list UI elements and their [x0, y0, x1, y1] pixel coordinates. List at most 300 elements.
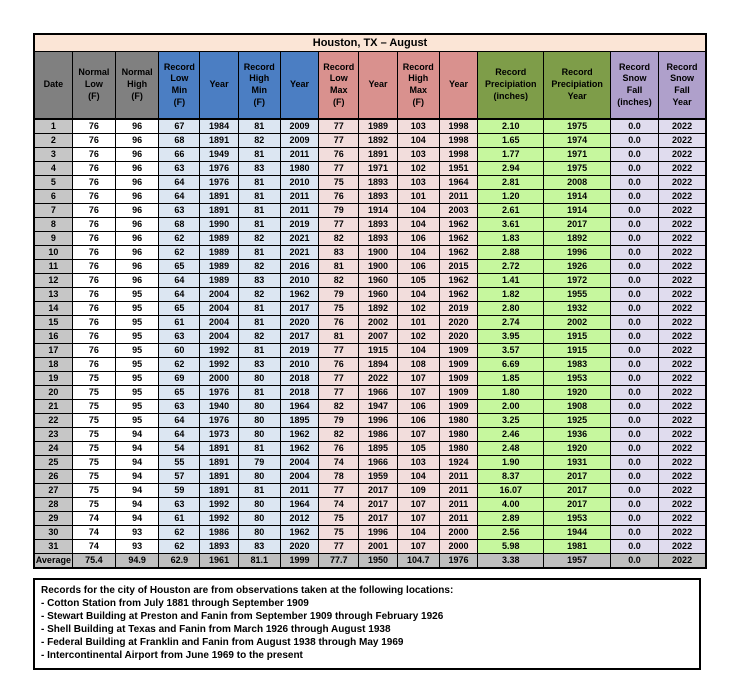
table-cell: 1976	[200, 386, 238, 400]
table-row	[34, 512, 706, 526]
table-cell: 1914	[544, 190, 610, 204]
table-cell: 79	[319, 414, 359, 428]
table-cell: 1962	[439, 246, 477, 260]
table-row	[34, 344, 706, 358]
table-cell: 0.0	[610, 134, 658, 148]
table-cell: 75	[72, 470, 115, 484]
table-cell: 2000	[200, 372, 238, 386]
table-cell: 16	[34, 330, 72, 344]
table-cell: 2022	[659, 232, 706, 246]
table-cell: 2.46	[478, 428, 544, 442]
table-cell: 107	[397, 372, 439, 386]
table-cell: 1989	[200, 246, 238, 260]
table-cell: 0.0	[610, 456, 658, 470]
table-cell: 83	[238, 274, 280, 288]
table-row	[34, 498, 706, 512]
table-cell: 2022	[659, 316, 706, 330]
table-cell: 67	[159, 119, 200, 134]
table-cell: 1972	[544, 274, 610, 288]
table-cell: 2022	[659, 372, 706, 386]
table-cell: 1909	[439, 344, 477, 358]
table-cell: 82	[319, 274, 359, 288]
table-cell: 2022	[659, 119, 706, 134]
table-cell: 0.0	[610, 540, 658, 554]
table-cell: 2022	[359, 372, 397, 386]
table-cell: 23	[34, 428, 72, 442]
table-row	[34, 232, 706, 246]
table-row	[34, 540, 706, 554]
table-cell: 1894	[359, 358, 397, 372]
column-header: Date	[34, 52, 72, 120]
table-cell: 1975	[544, 162, 610, 176]
table-cell: 0.0	[610, 302, 658, 316]
table-cell: 81	[238, 442, 280, 456]
column-header: Record Precipiation Year	[544, 52, 610, 120]
table-cell: 12	[34, 274, 72, 288]
table-cell: 65	[159, 386, 200, 400]
table-cell: 18	[34, 358, 72, 372]
table-cell: 3.95	[478, 330, 544, 344]
table-cell: 2004	[200, 302, 238, 316]
table-cell: 64	[159, 414, 200, 428]
table-cell: 65	[159, 260, 200, 274]
table-cell: 80	[238, 512, 280, 526]
table-cell: 76	[72, 316, 115, 330]
table-cell: 2022	[659, 498, 706, 512]
table-cell: 102	[397, 162, 439, 176]
table-cell: 103	[397, 456, 439, 470]
table-cell: 108	[397, 358, 439, 372]
table-cell: 1976	[200, 414, 238, 428]
table-cell: 1950	[359, 554, 397, 569]
table-cell: 94	[115, 512, 158, 526]
table-cell: 1892	[359, 134, 397, 148]
table-cell: 2009	[280, 119, 318, 134]
table-cell: 2019	[280, 344, 318, 358]
table-cell: 0.0	[610, 484, 658, 498]
table-cell: 63	[159, 330, 200, 344]
table-cell: 76	[72, 330, 115, 344]
table-cell: 0.0	[610, 232, 658, 246]
table-cell: 94.9	[115, 554, 158, 569]
table-cell: 76	[72, 232, 115, 246]
table-cell: 76	[72, 344, 115, 358]
column-header: Year	[200, 52, 238, 120]
table-cell: 1931	[544, 456, 610, 470]
table-cell: 94	[115, 428, 158, 442]
table-cell: 1951	[439, 162, 477, 176]
table-cell: 1.90	[478, 456, 544, 470]
table-row	[34, 484, 706, 498]
table-cell: 1891	[200, 204, 238, 218]
table-cell: 1996	[359, 526, 397, 540]
table-cell: 1.77	[478, 148, 544, 162]
table-cell: 0.0	[610, 414, 658, 428]
table-cell: 75	[72, 414, 115, 428]
table-cell: 76	[319, 316, 359, 330]
table-cell: 103	[397, 176, 439, 190]
notes-list	[41, 597, 693, 662]
header-row	[34, 52, 706, 120]
table-cell: 81	[238, 204, 280, 218]
table-cell: 2.72	[478, 260, 544, 274]
table-cell: 82	[238, 288, 280, 302]
table-cell: 75	[72, 386, 115, 400]
table-cell: 2008	[544, 176, 610, 190]
table-cell: 11	[34, 260, 72, 274]
table-cell: 1975	[544, 119, 610, 134]
table-cell: 1998	[439, 134, 477, 148]
table-cell: 0.0	[610, 372, 658, 386]
table-cell: 1989	[200, 274, 238, 288]
table-row	[34, 218, 706, 232]
table-cell: 0.0	[610, 554, 658, 569]
table-cell: 1974	[544, 134, 610, 148]
table-cell: 94	[115, 442, 158, 456]
table-cell: 2022	[659, 260, 706, 274]
table-cell: 3	[34, 148, 72, 162]
table-cell: 2.48	[478, 442, 544, 456]
table-cell: 0.0	[610, 162, 658, 176]
table-cell: 2022	[659, 554, 706, 569]
table-cell: 2.61	[478, 204, 544, 218]
table-cell: 62	[159, 540, 200, 554]
table-cell: 96	[115, 190, 158, 204]
table-cell: 8.37	[478, 470, 544, 484]
table-cell: 1891	[200, 456, 238, 470]
table-cell: 2002	[359, 316, 397, 330]
table-cell: 1909	[439, 372, 477, 386]
table-cell: 104	[397, 344, 439, 358]
table-cell: 76	[319, 358, 359, 372]
note-line: - Cotton Station from July 1881 through September 1909	[41, 598, 309, 609]
table-cell: 2007	[359, 330, 397, 344]
table-cell: 104	[397, 288, 439, 302]
table-cell: 3.25	[478, 414, 544, 428]
table-cell: 95	[115, 302, 158, 316]
table-cell: 75	[72, 442, 115, 456]
table-cell: 30	[34, 526, 72, 540]
table-cell: 103	[397, 119, 439, 134]
table-cell: 0.0	[610, 498, 658, 512]
table-cell: 75	[72, 456, 115, 470]
column-header: Record Low Max (F)	[319, 52, 359, 120]
table-cell: 62	[159, 246, 200, 260]
table-cell: 54	[159, 442, 200, 456]
table-cell: 1976	[439, 554, 477, 569]
table-cell: 69	[159, 372, 200, 386]
table-cell: 2003	[439, 204, 477, 218]
table-cell: 101	[397, 190, 439, 204]
table-title: Houston, TX – August	[34, 34, 706, 52]
table-cell: 2022	[659, 456, 706, 470]
table-row	[34, 330, 706, 344]
table-cell: 78	[319, 470, 359, 484]
table-cell: 62	[159, 358, 200, 372]
table-cell: 96	[115, 162, 158, 176]
table-cell: 75	[319, 526, 359, 540]
table-row	[34, 526, 706, 540]
table-cell: 4.00	[478, 498, 544, 512]
table-cell: 64	[159, 176, 200, 190]
table-cell: 75.4	[72, 554, 115, 569]
table-cell: 1915	[544, 330, 610, 344]
table-cell: 94	[115, 484, 158, 498]
table-cell: 1900	[359, 260, 397, 274]
table-cell: 75	[319, 302, 359, 316]
table-cell: 2.88	[478, 246, 544, 260]
table-row	[34, 400, 706, 414]
table-cell: 2.10	[478, 119, 544, 134]
table-cell: 2022	[659, 526, 706, 540]
table-cell: 1.20	[478, 190, 544, 204]
table-cell: 1944	[544, 526, 610, 540]
table-cell: 76	[319, 148, 359, 162]
table-cell: 76	[72, 204, 115, 218]
table-cell: 83	[238, 540, 280, 554]
column-header: Year	[439, 52, 477, 120]
table-cell: 109	[397, 484, 439, 498]
table-row	[34, 428, 706, 442]
table-cell: 1996	[544, 246, 610, 260]
table-cell: 81	[238, 316, 280, 330]
table-cell: 81	[238, 484, 280, 498]
note-line: - Intercontinental Airport from June 1969 to the present	[41, 650, 303, 661]
table-cell: 2001	[359, 540, 397, 554]
table-cell: 81	[238, 344, 280, 358]
table-cell: 2004	[200, 288, 238, 302]
table-cell: 0.0	[610, 204, 658, 218]
table-cell: 2017	[280, 302, 318, 316]
table-cell: 61	[159, 512, 200, 526]
table-cell: 1971	[359, 162, 397, 176]
table-cell: 63	[159, 204, 200, 218]
table-cell: 75	[72, 498, 115, 512]
table-cell: 2020	[280, 316, 318, 330]
table-cell: 1955	[544, 288, 610, 302]
table-cell: 94	[115, 456, 158, 470]
table-cell: 104	[397, 218, 439, 232]
table-cell: 80	[238, 428, 280, 442]
table-cell: 104	[397, 470, 439, 484]
table-cell: 2017	[544, 484, 610, 498]
table-cell: 1.83	[478, 232, 544, 246]
table-cell: 81	[319, 330, 359, 344]
table-cell: 104	[397, 246, 439, 260]
table-cell: 2017	[359, 498, 397, 512]
average-row	[34, 554, 706, 569]
table-cell: 74	[319, 498, 359, 512]
table-row	[34, 288, 706, 302]
table-cell: 2022	[659, 204, 706, 218]
table-cell: 5.98	[478, 540, 544, 554]
table-cell: 2022	[659, 442, 706, 456]
table-cell: 2004	[200, 330, 238, 344]
table-cell: 68	[159, 134, 200, 148]
table-row	[34, 119, 706, 134]
table-cell: 1893	[359, 218, 397, 232]
table-cell: 5	[34, 176, 72, 190]
table-cell: 1983	[544, 358, 610, 372]
table-cell: 62.9	[159, 554, 200, 569]
table-cell: 77	[319, 372, 359, 386]
table-cell: 2.89	[478, 512, 544, 526]
table-cell: 1989	[200, 260, 238, 274]
table-cell: 96	[115, 119, 158, 134]
table-cell: 2018	[280, 386, 318, 400]
table-cell: 1949	[200, 148, 238, 162]
table-cell: 76	[72, 260, 115, 274]
table-cell: 2022	[659, 288, 706, 302]
table-cell: 1976	[200, 176, 238, 190]
table-cell: 76	[72, 119, 115, 134]
table-cell: 0.0	[610, 526, 658, 540]
table-cell: 104	[397, 204, 439, 218]
table-cell: 95	[115, 414, 158, 428]
table-cell: 77	[319, 134, 359, 148]
table-cell: 81	[238, 246, 280, 260]
table-cell: 2019	[280, 218, 318, 232]
table-cell: 1971	[544, 148, 610, 162]
table-cell: 1959	[359, 470, 397, 484]
table-cell: 80	[238, 498, 280, 512]
table-row	[34, 190, 706, 204]
table-cell: 0.0	[610, 344, 658, 358]
table-cell: 1989	[359, 119, 397, 134]
table-cell: 1996	[359, 414, 397, 428]
table-cell: 1891	[359, 148, 397, 162]
table-cell: 2011	[439, 512, 477, 526]
table-row	[34, 442, 706, 456]
table-cell: 1947	[359, 400, 397, 414]
table-cell: 7	[34, 204, 72, 218]
note-line: - Shell Building at Texas and Fanin from March 1926 through August 1938	[41, 624, 391, 635]
table-cell: 93	[115, 526, 158, 540]
table-cell: 10	[34, 246, 72, 260]
table-cell: 64	[159, 288, 200, 302]
table-cell: 2017	[544, 470, 610, 484]
table-cell: 1953	[544, 372, 610, 386]
table-cell: 81	[238, 302, 280, 316]
table-cell: 104	[397, 134, 439, 148]
table-cell: 1893	[359, 232, 397, 246]
table-cell: Average	[34, 554, 72, 569]
table-cell: 1936	[544, 428, 610, 442]
table-cell: 65	[159, 302, 200, 316]
table-row	[34, 302, 706, 316]
table-cell: 2002	[544, 316, 610, 330]
table-cell: 76	[72, 288, 115, 302]
table-cell: 1990	[200, 218, 238, 232]
table-cell: 2022	[659, 134, 706, 148]
table-cell: 1966	[359, 456, 397, 470]
table-cell: 1989	[200, 232, 238, 246]
table-cell: 1976	[200, 162, 238, 176]
table-cell: 20	[34, 386, 72, 400]
table-cell: 6	[34, 190, 72, 204]
table-cell: 61	[159, 316, 200, 330]
table-cell: 76	[72, 246, 115, 260]
table-cell: 1891	[200, 190, 238, 204]
table-cell: 106	[397, 400, 439, 414]
table-cell: 2011	[439, 484, 477, 498]
table-cell: 0.0	[610, 190, 658, 204]
table-cell: 1962	[280, 526, 318, 540]
table-cell: 82	[238, 232, 280, 246]
table-row	[34, 414, 706, 428]
table-cell: 75	[72, 372, 115, 386]
table-cell: 0.0	[610, 274, 658, 288]
notes-heading: Records for the city of Houston are from observations taken at the following locations:	[41, 585, 454, 596]
table-cell: 77	[319, 386, 359, 400]
table-cell: 19	[34, 372, 72, 386]
table-row	[34, 260, 706, 274]
table-cell: 95	[115, 386, 158, 400]
table-cell: 2.94	[478, 162, 544, 176]
table-cell: 107	[397, 512, 439, 526]
table-cell: 2.00	[478, 400, 544, 414]
table-row	[34, 148, 706, 162]
table-cell: 82	[238, 330, 280, 344]
table-cell: 96	[115, 274, 158, 288]
table-cell: 1891	[200, 134, 238, 148]
table-cell: 79	[238, 456, 280, 470]
table-cell: 75	[319, 176, 359, 190]
table-cell: 1893	[200, 540, 238, 554]
table-cell: 2.74	[478, 316, 544, 330]
table-cell: 60	[159, 344, 200, 358]
table-cell: 1964	[280, 498, 318, 512]
table-cell: 94	[115, 498, 158, 512]
table-cell: 1992	[200, 358, 238, 372]
table-cell: 76	[72, 274, 115, 288]
column-header: Record Low Min (F)	[159, 52, 200, 120]
table-cell: 106	[397, 232, 439, 246]
table-cell: 0.0	[610, 512, 658, 526]
table-cell: 75	[72, 428, 115, 442]
table-cell: 2021	[280, 232, 318, 246]
column-header: Record Snow Fall (inches)	[610, 52, 658, 120]
table-cell: 2022	[659, 148, 706, 162]
table-cell: 83	[238, 162, 280, 176]
table-cell: 1962	[439, 288, 477, 302]
table-cell: 75	[72, 400, 115, 414]
table-cell: 1914	[544, 204, 610, 218]
column-header: Normal High (F)	[115, 52, 158, 120]
column-header: Year	[359, 52, 397, 120]
table-cell: 82	[319, 400, 359, 414]
table-cell: 81	[238, 119, 280, 134]
table-cell: 0.0	[610, 218, 658, 232]
table-cell: 96	[115, 260, 158, 274]
table-cell: 4	[34, 162, 72, 176]
table-cell: 107	[397, 386, 439, 400]
table-cell: 2011	[280, 148, 318, 162]
table-cell: 80	[238, 470, 280, 484]
column-header: Year	[280, 52, 318, 120]
table-cell: 77	[319, 344, 359, 358]
table-cell: 2022	[659, 470, 706, 484]
table-cell: 1925	[544, 414, 610, 428]
table-row	[34, 134, 706, 148]
table-cell: 2022	[659, 246, 706, 260]
table-cell: 2022	[659, 484, 706, 498]
table-cell: 17	[34, 344, 72, 358]
table-cell: 64	[159, 274, 200, 288]
table-cell: 77	[319, 484, 359, 498]
table-cell: 2.81	[478, 176, 544, 190]
table-cell: 21	[34, 400, 72, 414]
